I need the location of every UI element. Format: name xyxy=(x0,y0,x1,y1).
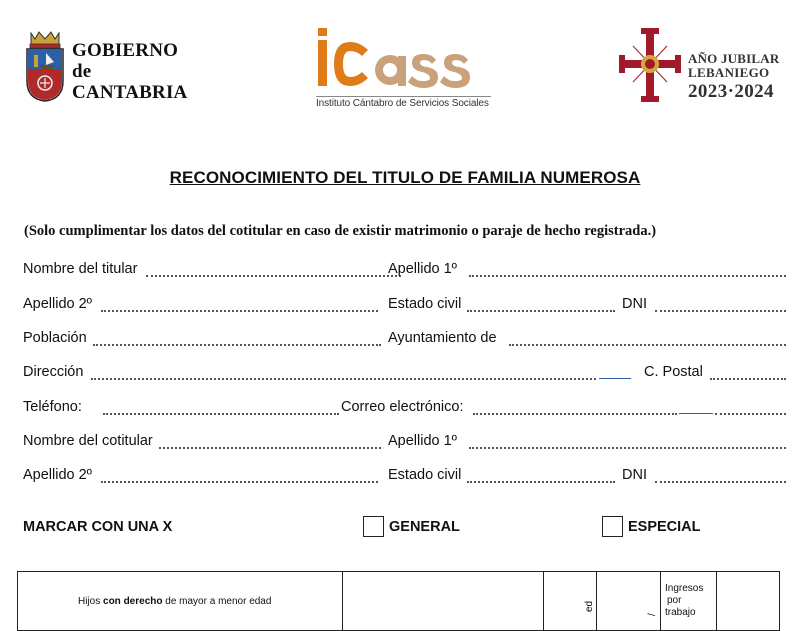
especial-checkbox[interactable] xyxy=(602,516,623,537)
input-dni-titular[interactable] xyxy=(655,310,786,312)
label-ayuntamiento: Ayuntamiento de xyxy=(388,330,497,346)
table-header-col2 xyxy=(342,571,544,631)
ingresos-header-text: Ingresos por trabajo xyxy=(665,583,704,618)
gobierno-line2: de xyxy=(72,61,92,82)
table-header-col6 xyxy=(716,571,780,631)
input-correo-tail[interactable] xyxy=(715,413,786,415)
table-header-col3 xyxy=(543,571,597,631)
input-nombre-cotitular[interactable] xyxy=(159,447,381,449)
label-apellido1-titular: Apellido 1º xyxy=(388,261,457,277)
input-apellido2-cotitular[interactable] xyxy=(101,481,378,483)
correo-link-underline xyxy=(679,413,713,414)
form-row-direccion xyxy=(23,364,788,384)
input-correo[interactable] xyxy=(473,413,677,415)
input-ayuntamiento[interactable] xyxy=(509,344,786,346)
label-nombre-cotitular: Nombre del cotitular xyxy=(23,433,153,449)
label-direccion: Dirección xyxy=(23,364,84,380)
label-dni-titular: DNI xyxy=(622,296,647,312)
jubilar-line1: AÑO JUBILAR xyxy=(688,51,780,66)
ano-jubilar-logo-text xyxy=(688,52,779,104)
label-poblacion: Población xyxy=(23,330,87,346)
form-row-titular xyxy=(23,261,788,281)
table-header-col3-text: ed xyxy=(584,600,595,612)
label-apellido1-cotitular: Apellido 1º xyxy=(388,433,457,449)
hijos-header-text: Hijos con derecho de mayor a menor edad xyxy=(78,596,272,607)
label-estado-civil-titular: Estado civil xyxy=(388,296,462,312)
label-dni-cotitular: DNI xyxy=(622,467,647,483)
form-row-apellido2-titular xyxy=(23,296,788,316)
input-apellido1-cotitular[interactable] xyxy=(469,447,786,449)
input-nombre-titular[interactable] xyxy=(146,275,401,277)
input-cpostal[interactable] xyxy=(710,378,786,380)
label-apellido2-titular: Apellido 2º xyxy=(23,296,92,312)
gobierno-line3: CANTABRIA xyxy=(72,82,188,103)
input-dni-cotitular[interactable] xyxy=(655,481,786,483)
input-apellido2-titular[interactable] xyxy=(101,310,378,312)
input-poblacion[interactable] xyxy=(93,344,381,346)
label-nombre-titular: Nombre del titular xyxy=(23,261,138,277)
general-checkbox[interactable] xyxy=(363,516,384,537)
table-header-hijos xyxy=(17,571,343,631)
gobierno-line1: GOBIERNO xyxy=(72,40,179,61)
cantabria-coat-of-arms-icon xyxy=(25,29,65,103)
table-header-col4 xyxy=(596,571,661,631)
especial-label: ESPECIAL xyxy=(628,519,701,535)
jubilar-cross-icon xyxy=(619,28,681,104)
table-header-col4-text: / xyxy=(647,613,658,616)
label-correo: Correo electrónico: xyxy=(341,399,464,415)
jubilar-line2: LEBANIEGO xyxy=(688,65,770,80)
label-estado-civil-cotitular: Estado civil xyxy=(388,467,462,483)
form-row-poblacion xyxy=(23,330,788,350)
form-row-apellido2-cotitular xyxy=(23,467,788,487)
gobierno-de-cantabria-logo-text xyxy=(72,40,187,103)
input-estado-civil-titular[interactable] xyxy=(467,310,615,312)
general-label: GENERAL xyxy=(389,519,460,535)
input-apellido1-titular[interactable] xyxy=(469,275,786,277)
direccion-link-underline xyxy=(599,378,631,379)
table-header-ingresos xyxy=(660,571,717,631)
input-telefono[interactable] xyxy=(103,413,339,415)
form-row-cotitular xyxy=(23,433,788,453)
form-row-contacto xyxy=(23,399,788,419)
jubilar-line3: 2023·2024 xyxy=(688,81,774,102)
marcar-label: MARCAR CON UNA X xyxy=(23,519,173,535)
input-estado-civil-cotitular[interactable] xyxy=(467,481,615,483)
marcar-row xyxy=(23,515,788,541)
document-note: (Solo cumplimentar los datos del cotitular en caso de existir matrimonio o paraje de hecho registrada.) xyxy=(24,223,657,239)
hijos-table xyxy=(17,571,780,631)
label-telefono: Teléfono: xyxy=(23,399,82,415)
label-cpostal: C. Postal xyxy=(644,364,703,380)
input-direccion[interactable] xyxy=(91,378,596,380)
icass-logo-icon xyxy=(316,28,488,90)
icass-subtitle: Instituto Cántabro de Servicios Sociales xyxy=(316,96,491,109)
label-apellido2-cotitular: Apellido 2º xyxy=(23,467,92,483)
document-title: RECONOCIMIENTO DEL TITULO DE FAMILIA NUMEROSA xyxy=(169,168,641,187)
